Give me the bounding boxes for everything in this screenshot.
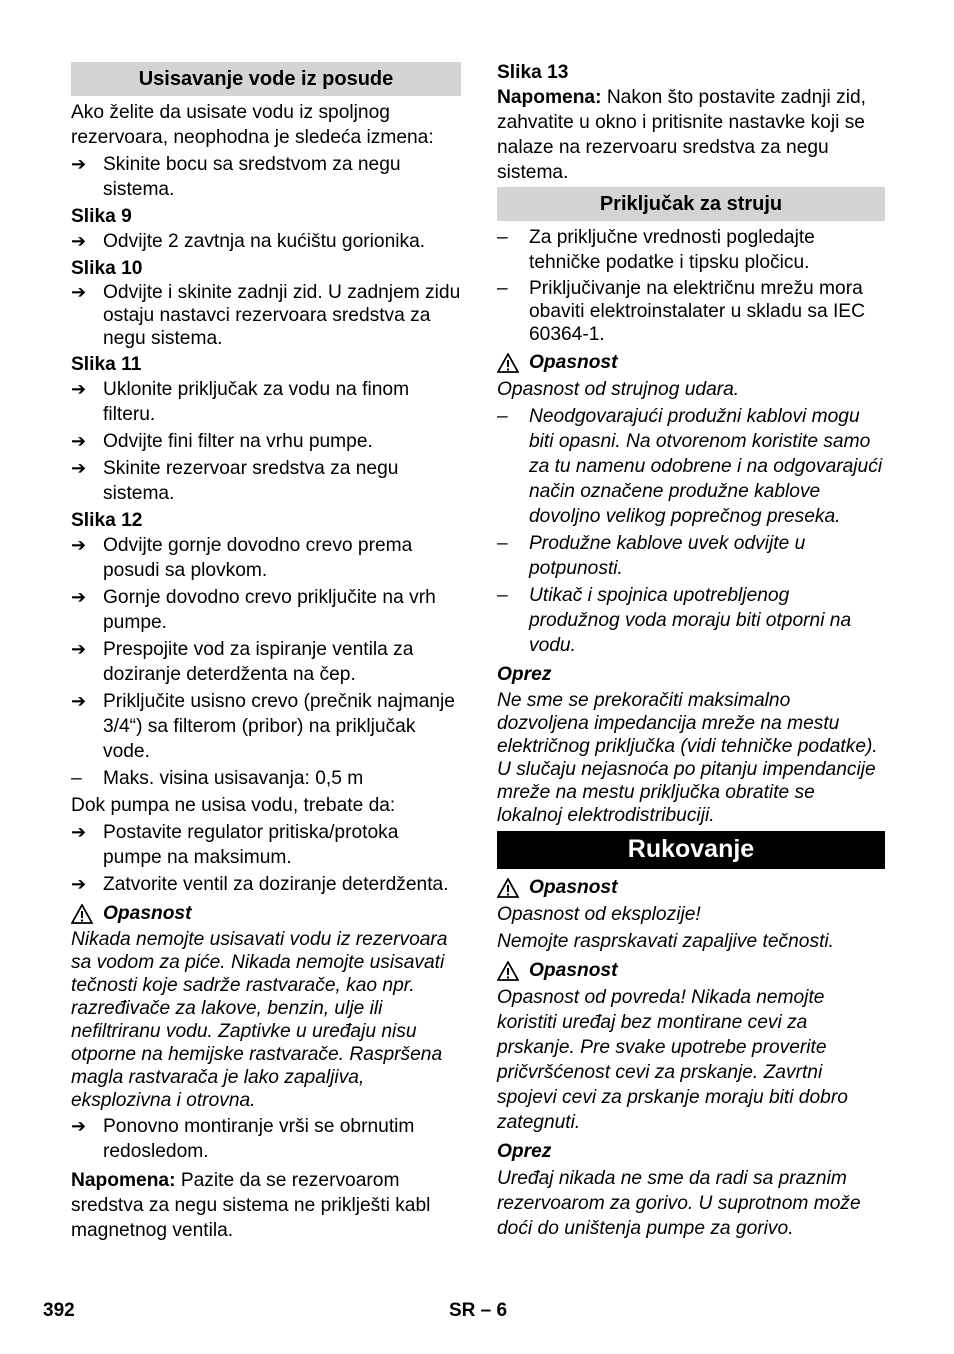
arrow-right-icon: ➔	[71, 231, 87, 251]
danger-text: Opasnost od eksplozije!	[497, 904, 701, 925]
dash-item: – Produžne kablove uvek odvijte u potpunosti.	[497, 533, 806, 579]
step-item: ➔ Gornje dovodno crevo priključite na vrh pumpe.	[71, 587, 436, 633]
arrow-right-icon: ➔	[71, 822, 87, 842]
figure-ref: Slika 9	[71, 206, 132, 227]
caution-text: Uređaj nikada ne sme da radi sa praznim rezervoarom za gorivo. U suprotnom može doći do uništenja pumpe za gorivo.	[497, 1168, 861, 1239]
warning-triangle-icon	[71, 904, 93, 924]
section-title-power-connection: Priključak za struju	[497, 187, 885, 221]
arrow-right-icon: ➔	[71, 154, 87, 174]
chapter-title: Rukovanje	[497, 831, 885, 869]
caution-heading: Oprez	[497, 664, 552, 685]
dash-item: – Priključivanje na električnu mrežu mora obaviti elektroinstalater u skladu sa IEC 60364-1.	[497, 278, 865, 345]
danger-text: Nikada nemojte usisavati vodu iz rezervoara sa vodom za piće. Nikada nemojte usisavati tečnosti koje sadrže rastvarače, kao npr. razređivače za lakove, benzin, ulje ili nefiltriranu vodu. Zaptivke u uređaju nisu otporne na hemijske rastvarače. Raspršena magla rastvarača je lako zapaljiva, eksplozivna i otrovna.	[71, 929, 448, 1111]
dash-item: – Utikač i spojnica upotrebljenog produžnog voda moraju biti otporni na vodu.	[497, 585, 852, 656]
step-item: ➔ Odvijte 2 zavtnja na kućištu gorionika.	[71, 231, 426, 252]
left-column	[71, 60, 461, 1245]
language-page-label: SR – 6	[449, 1300, 508, 1321]
arrow-right-icon: ➔	[71, 639, 87, 659]
danger-text: Opasnost od povreda! Nikada nemojte koristiti uređaj bez montirane cevi za prskanje. Pre svake upotrebe proverite pričvršćenost cevi za prskanje. Zavrtni spojevi cevi za prskanje moraju biti dobro zategnuti.	[497, 987, 848, 1133]
dash-bullet: –	[497, 585, 508, 606]
step-item: ➔ Uklonite priključak za vodu na finom filteru.	[71, 379, 410, 425]
step-item: ➔ Odvijte i skinite zadnji zid. U zadnjem zidu ostaju nastavci rezervoara sredstva za negu sistema.	[71, 282, 461, 349]
dash-item: – Za priključne vrednosti pogledajte tehničke podatke i tipsku pločicu.	[497, 227, 815, 273]
page-number: 392	[43, 1300, 75, 1321]
step-item: ➔ Postavite regulator pritiska/protoka pumpe na maksimum.	[71, 822, 399, 868]
step-item: ➔ Odvijte fini filter na vrhu pumpe.	[71, 431, 373, 452]
intro-text: Ako želite da usisate vodu iz spoljnog rezervoara, neophodna je sledeća izmena:	[71, 102, 434, 148]
figure-ref: Slika 12	[71, 510, 143, 531]
arrow-right-icon: ➔	[71, 379, 87, 399]
danger-text: Opasnost od strujnog udara.	[497, 379, 740, 400]
danger-heading: Opasnost	[71, 901, 461, 926]
step-item: ➔ Zatvorite ventil za doziranje deterdženta.	[71, 874, 449, 895]
danger-text: Nemojte rasprskavati zapaljive tečnosti.	[497, 931, 834, 952]
dash-bullet: –	[497, 406, 508, 427]
note-paragraph: Napomena: Pazite da se rezervoarom sredstva za negu sistema ne priklješti kabl magnetnog ventila.	[71, 1170, 431, 1241]
arrow-right-icon: ➔	[71, 458, 87, 478]
figure-ref: Slika 11	[71, 354, 142, 375]
dash-item: – Maks. visina usisavanja: 0,5 m	[71, 768, 364, 789]
figure-ref: Slika 13	[497, 62, 569, 83]
arrow-right-icon: ➔	[71, 431, 87, 451]
arrow-right-icon: ➔	[71, 282, 87, 302]
warning-triangle-icon	[497, 878, 519, 898]
danger-heading: Opasnost	[497, 958, 885, 983]
danger-heading: Opasnost	[497, 875, 885, 900]
arrow-right-icon: ➔	[71, 874, 87, 894]
caution-heading: Oprez	[497, 1141, 552, 1162]
step-item: ➔ Odvijte gornje dovodno crevo prema posudi sa plovkom.	[71, 535, 413, 581]
step-item: ➔ Skinite rezervoar sredstva za negu sistema.	[71, 458, 399, 504]
pump-instruction: Dok pumpa ne usisa vodu, trebate da:	[71, 795, 396, 816]
warning-triangle-icon	[497, 353, 519, 373]
dash-item: – Neodgovarajući produžni kablovi mogu biti opasni. Na otvorenom koristite samo za tu namenu odobrene i na odgovarajući način označene produžne kablove dovoljno velikog poprečnog preseka.	[497, 406, 883, 527]
right-column	[497, 60, 885, 1243]
danger-heading: Opasnost	[497, 350, 885, 375]
dash-bullet: –	[497, 533, 508, 554]
caution-text: Ne sme se prekoračiti maksimalno dozvoljena impedancija mreže na mestu električnog priključka (vidi tehničke podatke). U slučaju nejasnoća po pitanju impendancije mreže na mestu priključka obratite se lokalnoj elektrodistribuciji.	[497, 690, 878, 826]
step-item: ➔ Priključite usisno crevo (prečnik najmanje 3/4“) sa filterom (pribor) na priključak vode.	[71, 691, 455, 762]
step-item: ➔ Prespojite vod za ispiranje ventila za doziranje deterdženta na čep.	[71, 639, 414, 685]
dash-bullet: –	[497, 278, 508, 299]
arrow-right-icon: ➔	[71, 1116, 87, 1136]
arrow-right-icon: ➔	[71, 691, 87, 711]
dash-bullet: –	[497, 227, 508, 248]
step-item: ➔ Ponovno montiranje vrši se obrnutim redosledom.	[71, 1116, 415, 1162]
arrow-right-icon: ➔	[71, 535, 87, 555]
note-paragraph: Napomena: Nakon što postavite zadnji zid, zahvatite u okno i pritisnite nastavke koji se nalaze na rezervoaru sredstva za negu sistema.	[497, 87, 866, 183]
dash-bullet: –	[71, 768, 82, 789]
section-title-water-suction: Usisavanje vode iz posude	[71, 62, 461, 96]
step-item: ➔ Skinite bocu sa sredstvom za negu sistema.	[71, 154, 401, 200]
warning-triangle-icon	[497, 961, 519, 981]
arrow-right-icon: ➔	[71, 587, 87, 607]
figure-ref: Slika 10	[71, 258, 143, 279]
